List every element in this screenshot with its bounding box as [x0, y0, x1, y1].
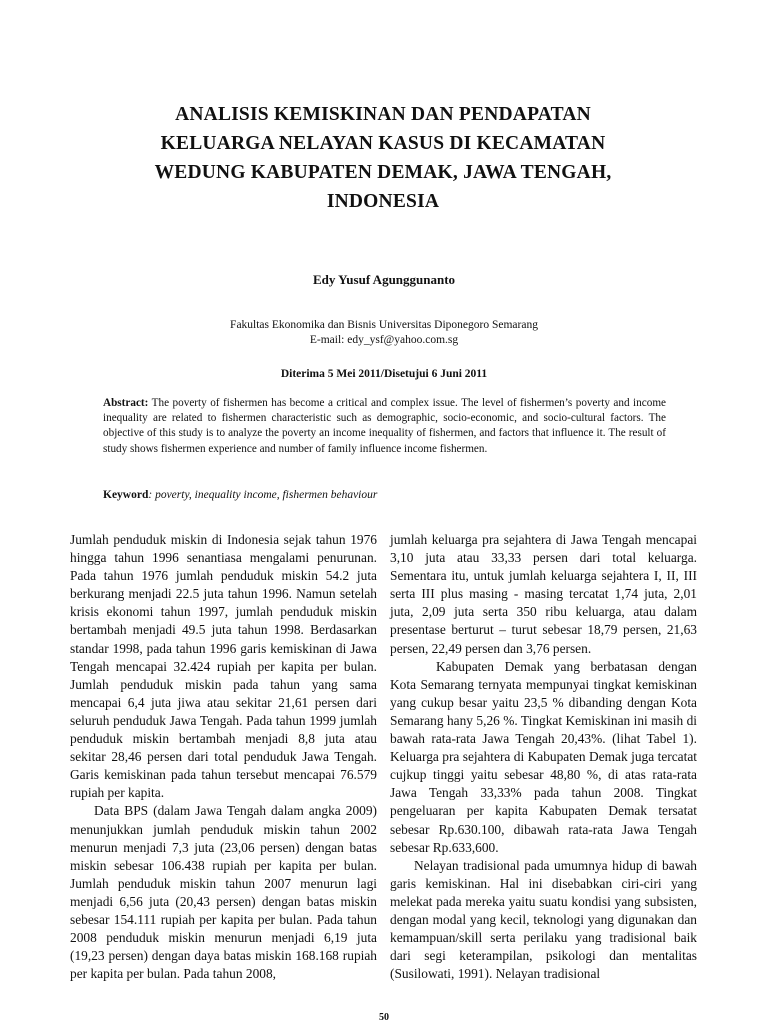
- title-line: WEDUNG KABUPATEN DEMAK, JAWA TENGAH,: [154, 162, 612, 183]
- keyword-label: Keyword: [103, 489, 149, 501]
- affiliation-block: [0, 318, 768, 348]
- paragraph: Jumlah penduduk miskin di Indonesia sejak tahun 1976 hingga tahun 1996 senantiasa mengalami penurunan. Pada tahun 1976 jumlah penduduk miskin 54.2 juta berkurang menjadi 22.5 juta tahun 1996. Namun setelah krisis ekonomi tahun 1997, jumlah penduduk miskin bertambah menjadi 49.5 juta tahun 1998. Berdasarkan standar 1998, pada tahun 1996 garis kemiskinan di Jawa Tengah mencapai 32.424 rupiah per kapita per bulan. Jumlah penduduk miskin pada tahun yang sama mencapai 6,4 juta jiwa atau sekitar 21,61 persen dari seluruh penduduk Jawa Tengah. Pada tahun 1999 jumlah penduduk miskin bertambah menjadi 8,8 juta atau sekitar 28,46 persen dari total penduduk Jawa Tengah. Garis kemiskinan pada tahun tersebut mencapai 76.579 rupiah per kapita.: [70, 532, 377, 801]
- paragraph: jumlah keluarga pra sejahtera di Jawa Tengah mencapai 3,10 juta atau 33,33 persen dari total keluarga. Sementara itu, untuk jumlah keluarga sejahtera I, II, III serta III plus masing - masing tercatat 1,74 juta, 2,01 juta, 2,09 juta serta 350 ribu keluarga, atau dalam presentase berturut – turut sebesar 18,79 persen, 21,63 persen, 22,49 persen dan 3,76 persen.: [390, 532, 697, 656]
- paragraph: Kabupaten Demak yang berbatasan dengan Kota Semarang ternyata mempunyai tingkat kemiskinan yang cukup besar yaitu 23,5 % dibanding dengan Kota Semarang hany 5,26 %. Tingkat Kemiskinan ini masih di bawah rata-rata Jawa Tengah 20,43%. (lihat Tabel 1). Keluarga pra sejahtera di Kabupaten Demak juga tercatat cujkup tinggi yaitu sebesar 48,80 %, di atas rata-rata Jawa Tengah 33,33% pada tahun 2008. Tingkat pengeluaran per kapita Kabupaten Demak tersatat sebesar Rp.630.100, dibawah rata-rata Jawa Tengah sebesar Rp.633,600.: [390, 658, 697, 855]
- affiliation: Fakultas Ekonomika dan Bisnis Universitas Diponegoro Semarang: [230, 319, 538, 331]
- title-line: ANALISIS KEMISKINAN DAN PENDAPATAN: [175, 104, 591, 125]
- abstract-text: The poverty of fishermen has become a critical and complex issue. The level of fishermen’s poverty and income inequality are related to fishermen characteristic such as demographic, socio-economic, and socio-cultural factors. The objective of this study is to analyze the poverty an income inequality of fishermen, and factors that influence it. The result of study shows fishermen experience and number of family influence income fishermen.: [103, 397, 666, 455]
- author-name: Edy Yusuf Agunggunanto: [312, 272, 456, 287]
- keyword-text: : poverty, inequality income, fishermen behaviour: [148, 489, 378, 501]
- left-column: [70, 531, 377, 983]
- title-line: KELUARGA NELAYAN KASUS DI KECAMATAN: [160, 133, 606, 154]
- keywords: [103, 489, 666, 501]
- abstract: [103, 396, 666, 457]
- paragraph: Data BPS (dalam Jawa Tengah dalam angka 2009) menunjukkan jumlah penduduk miskin tahun 2002 menurun menjadi 7,3 juta (23,06 persen) dengan batas miskin sebesar 106.438 rupiah per kapita per bulan. Jumlah penduduk miskin tahun 2007 menurun lagi menjadi 6,56 juta (20,43 persen) dengan batas miskin sebesar 154.111 rupiah per kapita per bulan. Pada tahun 2008 penduduk miskin menurun menjadi 6,19 juta (19,23 persen) dengan daya batas miskin 168.168 rupiah per kapita per bulan. Pada tahun 2008,: [70, 803, 377, 982]
- email: E-mail: edy_ysf@yahoo.com.sg: [309, 334, 459, 346]
- page-number: 50: [379, 1012, 389, 1023]
- submission-dates: Diterima 5 Mei 2011/Disetujui 6 Juni 2011: [280, 368, 488, 380]
- title-line: INDONESIA: [326, 191, 440, 212]
- paragraph: Nelayan tradisional pada umumnya hidup di bawah garis kemiskinan. Hal ini disebabkan ciri-ciri yang melekat pada mereka yaitu suatu kondisi yang subsisten, dengan modal yang kecil, teknologi yang digunakan dan kemampuan/skill serta perilaku yang tradisional baik dari segi keterampilan, psikologi dan mentalitas (Susilowati, 1991). Nelayan tradisional: [390, 857, 697, 982]
- abstract-label: Abstract:: [103, 397, 149, 409]
- right-column: [390, 531, 697, 983]
- paper-title: [100, 100, 666, 216]
